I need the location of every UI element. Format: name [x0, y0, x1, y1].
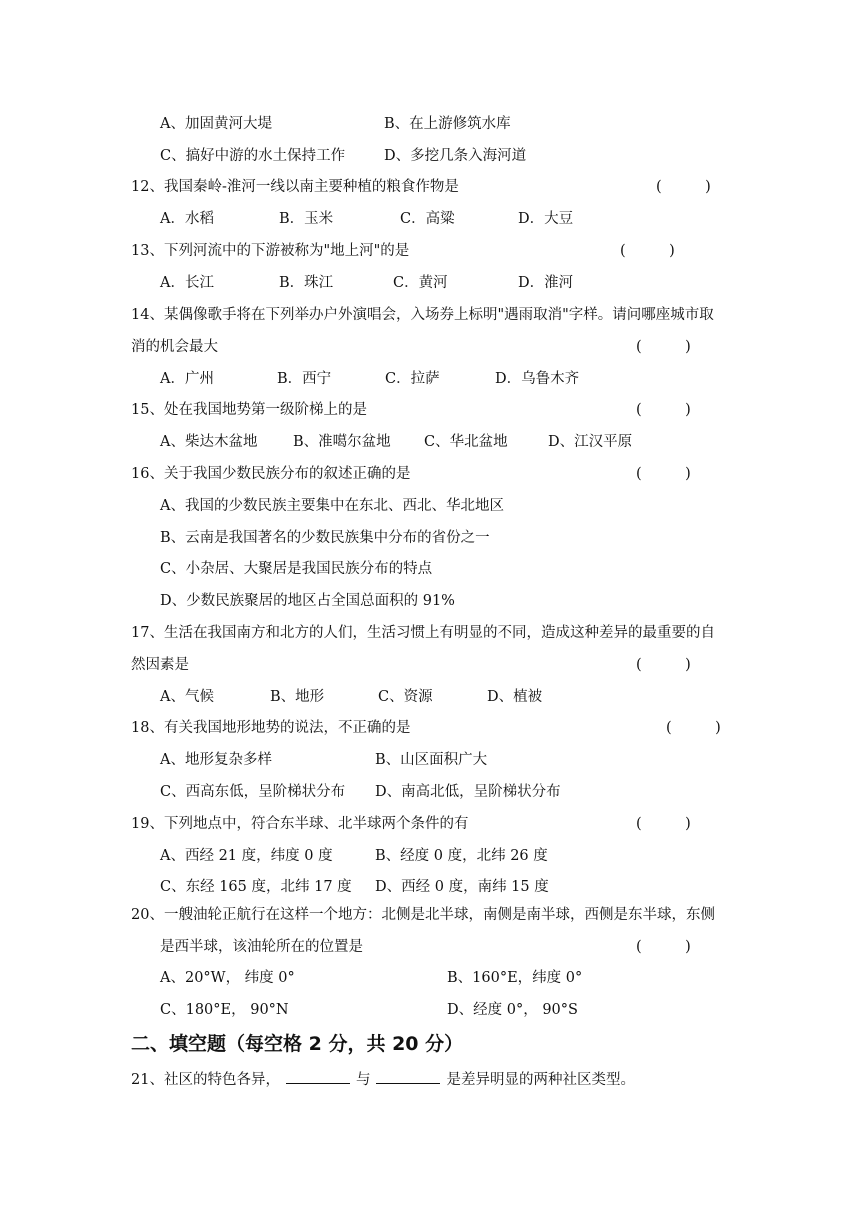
q20-option-b: B、160°E，纬度 0°: [447, 970, 583, 986]
q19-option-a: A、西经 21 度，纬度 0 度: [160, 848, 333, 864]
q18-stem: 18、有关我国地形地势的说法，不正确的是: [131, 720, 411, 736]
q14-option-b: B．西宁: [277, 371, 332, 387]
q16-answer-paren: ( ): [636, 466, 691, 482]
q21-blank-2[interactable]: [376, 1069, 440, 1084]
q17-option-a: A、气候: [160, 689, 214, 705]
q21-blank-1[interactable]: [286, 1069, 350, 1084]
q11-option-a: A、加固黄河大堤: [160, 116, 272, 132]
q13-answer-paren: ( ): [620, 243, 675, 259]
q13-option-c: C．黄河: [393, 275, 448, 291]
q18-answer-paren: ( ): [666, 720, 721, 736]
q18-option-a: A、地形复杂多样: [160, 752, 272, 768]
q12-stem: 12、我国秦岭-淮河一线以南主要种植的粮食作物是: [131, 179, 459, 195]
section-fill-in-title: 二、填空题（每空格 2 分，共 20 分）: [131, 1033, 464, 1055]
q20-option-d: D、经度 0°， 90°S: [447, 1002, 578, 1018]
q21-middle: 与: [355, 1072, 371, 1088]
q16-stem: 16、关于我国少数民族分布的叙述正确的是: [131, 466, 411, 482]
q16-option-c: C、小杂居、大聚居是我国民族分布的特点: [160, 561, 433, 577]
q17-stem-line1: 17、生活在我国南方和北方的人们，生活习惯上有明显的不同，造成这种差异的最重要的自: [131, 625, 715, 641]
q14-stem-line1: 14、某偶像歌手将在下列举办户外演唱会，入场券上标明"遇雨取消"字样。请问哪座城市取: [131, 307, 714, 323]
q21-prefix: 21、社区的特色各异，: [131, 1072, 280, 1088]
q19-stem: 19、下列地点中，符合东半球、北半球两个条件的有: [131, 816, 469, 832]
q12-option-d: D．大豆: [518, 211, 574, 227]
q20-stem-line1: 20、一艘油轮正航行在这样一个地方：北侧是北半球，南侧是南半球，西侧是东半球，东侧: [131, 907, 715, 923]
q16-option-b: B、云南是我国著名的少数民族集中分布的省份之一: [160, 530, 490, 546]
q12-answer-paren: ( ): [656, 179, 711, 195]
q11-option-d: D、多挖几条入海河道: [384, 148, 527, 164]
q14-stem-line2: 消的机会最大: [131, 339, 218, 355]
q13-option-d: D．淮河: [518, 275, 574, 291]
q15-option-b: B、准噶尔盆地: [293, 434, 391, 450]
q12-option-c: C．高粱: [400, 211, 455, 227]
q14-option-c: C．拉萨: [385, 371, 440, 387]
q13-stem: 13、下列河流中的下游被称为"地上河"的是: [131, 243, 410, 259]
q11-option-c: C、搞好中游的水土保持工作: [160, 148, 346, 164]
q20-option-a: A、20°W， 纬度 0°: [160, 970, 295, 986]
q20-stem-line2: 是西半球，该油轮所在的位置是: [160, 939, 363, 955]
q19-answer-paren: ( ): [636, 816, 691, 832]
q12-option-a: A．水稻: [160, 211, 214, 227]
q18-option-b: B、山区面积广大: [375, 752, 488, 768]
q14-answer-paren: ( ): [636, 339, 691, 355]
q13-option-b: B．珠江: [279, 275, 334, 291]
q15-option-d: D、江汉平原: [548, 434, 633, 450]
q11-option-b: B、在上游修筑水库: [384, 116, 511, 132]
q12-option-b: B．玉米: [279, 211, 334, 227]
q15-answer-paren: ( ): [636, 402, 691, 418]
q18-option-d: D、南高北低，呈阶梯状分布: [375, 784, 561, 800]
q17-option-c: C、资源: [378, 689, 433, 705]
q17-stem-line2: 然因素是: [131, 657, 189, 673]
q20-answer-paren: ( ): [636, 939, 691, 955]
q19-option-b: B、经度 0 度，北纬 26 度: [375, 848, 548, 864]
q15-option-c: C、华北盆地: [424, 434, 508, 450]
q18-option-c: C、西高东低，呈阶梯状分布: [160, 784, 346, 800]
q14-option-a: A．广州: [160, 371, 214, 387]
q19-option-c: C、东经 165 度，北纬 17 度: [160, 879, 352, 895]
q13-option-a: A．长江: [160, 275, 214, 291]
q15-stem: 15、处在我国地势第一级阶梯上的是: [131, 402, 367, 418]
q14-option-d: D．乌鲁木齐: [495, 371, 580, 387]
q17-option-b: B、地形: [270, 689, 325, 705]
q19-option-d: D、西经 0 度，南纬 15 度: [375, 879, 549, 895]
q21-suffix: 是差异明显的两种社区类型。: [446, 1072, 635, 1088]
q15-option-a: A、柴达木盆地: [160, 434, 258, 450]
q17-answer-paren: ( ): [636, 657, 691, 673]
q17-option-d: D、植被: [487, 689, 543, 705]
q20-option-c: C、180°E， 90°N: [160, 1002, 289, 1018]
q16-option-d: D、少数民族聚居的地区占全国总面积的 91%: [160, 593, 455, 609]
q16-option-a: A、我国的少数民族主要集中在东北、西北、华北地区: [160, 498, 504, 514]
q21-line: [131, 1069, 635, 1090]
